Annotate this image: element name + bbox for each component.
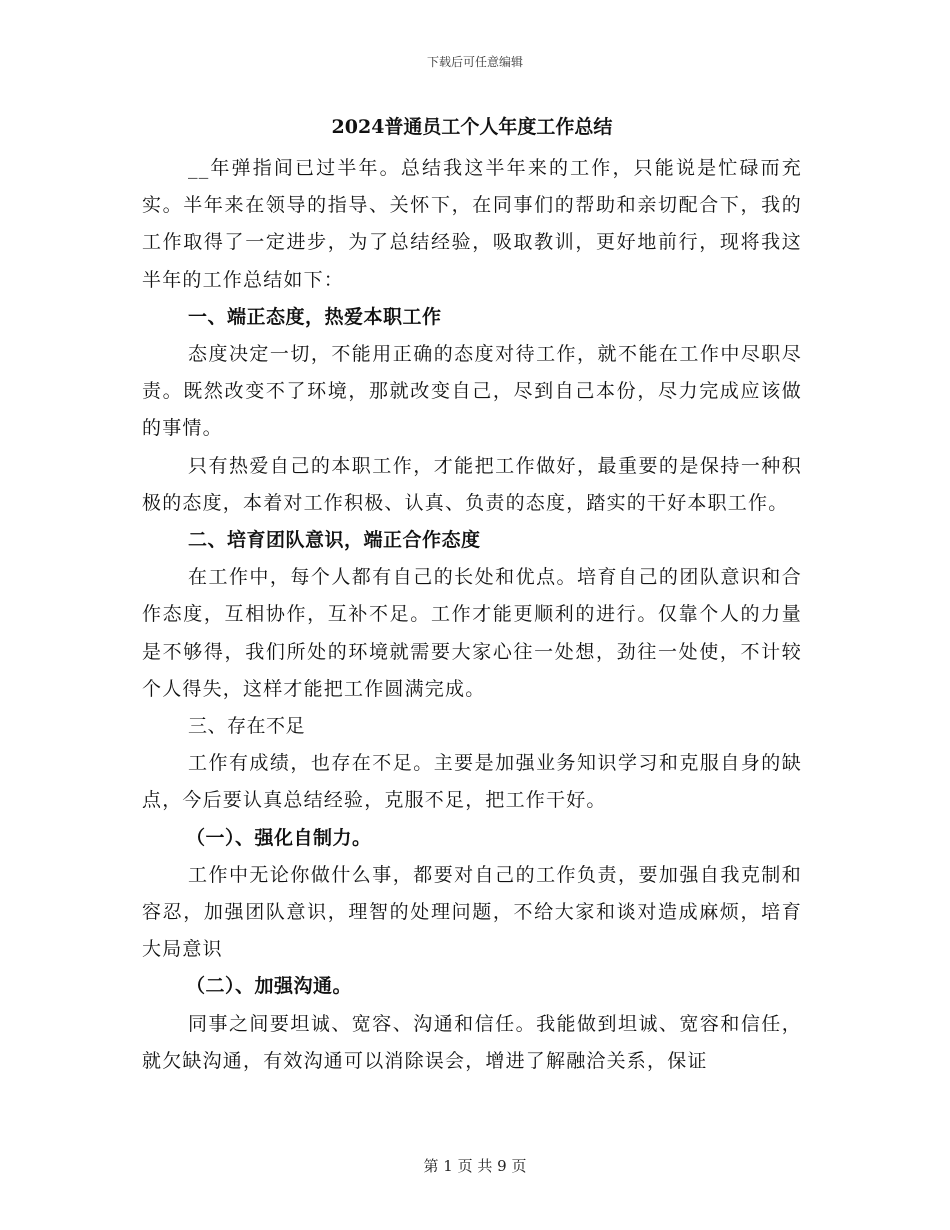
subsection-1-paragraph: 工作中无论你做什么事，都要对自己的工作负责，要加强自我克制和容忍，加强团队意识，理智的处理问题，不给大家和谈对造成麻烦，培育大局意识	[142, 863, 802, 961]
subsection-2-paragraph: 同事之间要坦诚、宽容、沟通和信任。我能做到坦诚、宽容和信任，就欠缺沟通，有效沟通可以消除误会，增进了解融洽关系，保证	[142, 1012, 802, 1072]
intro-paragraph: __年弹指间已过半年。总结我这半年来的工作，只能说是忙碌而充实。半年来在领导的指导、关怀下，在同事们的帮助和亲切配合下，我的工作取得了一定进步，为了总结经验，吸取教训，更好地前行，现将我这半年的工作总结如下：	[142, 157, 802, 291]
page-header: 下载后可任意编辑	[426, 55, 523, 69]
document-body	[142, 114, 802, 1080]
subsection-2-heading: （二）、加强沟通。	[186, 975, 353, 998]
document-title: 2024普通员工个人年度工作总结	[331, 116, 613, 138]
section-2-heading: 二、培育团队意识，端正合作态度	[188, 529, 481, 552]
section-3-heading: 三、存在不足	[188, 715, 306, 738]
section-2-paragraph-1: 在工作中，每个人都有自己的长处和优点。培育自己的团队意识和合作态度，互相协作，互补不足。工作才能更顺利的进行。仅靠个人的力量是不够得，我们所处的环境就需要大家心往一处想，劲往一处使，不计较个人得失，这样才能把工作圆满完成。	[142, 566, 802, 700]
section-1-paragraph-2: 只有热爱自己的本职工作，才能把工作做好，最重要的是保持一种积极的态度，本着对工作积极、认真、负责的态度，踏实的干好本职工作。	[142, 454, 802, 514]
page-footer: 第 1 页 共 9 页	[423, 1157, 527, 1175]
section-3-paragraph-1: 工作有成绩，也存在不足。主要是加强业务知识学习和克服自身的缺点，今后要认真总结经验，克服不足，把工作干好。	[142, 752, 802, 812]
subsection-1-heading: （一）、强化自制力。	[186, 826, 372, 849]
section-1-heading: 一、端正态度，热爱本职工作	[188, 305, 442, 328]
section-1-paragraph-1: 态度决定一切，不能用正确的态度对待工作，就不能在工作中尽职尽责。既然改变不了环境，那就改变自己，尽到自己本份，尽力完成应该做的事情。	[142, 343, 802, 440]
